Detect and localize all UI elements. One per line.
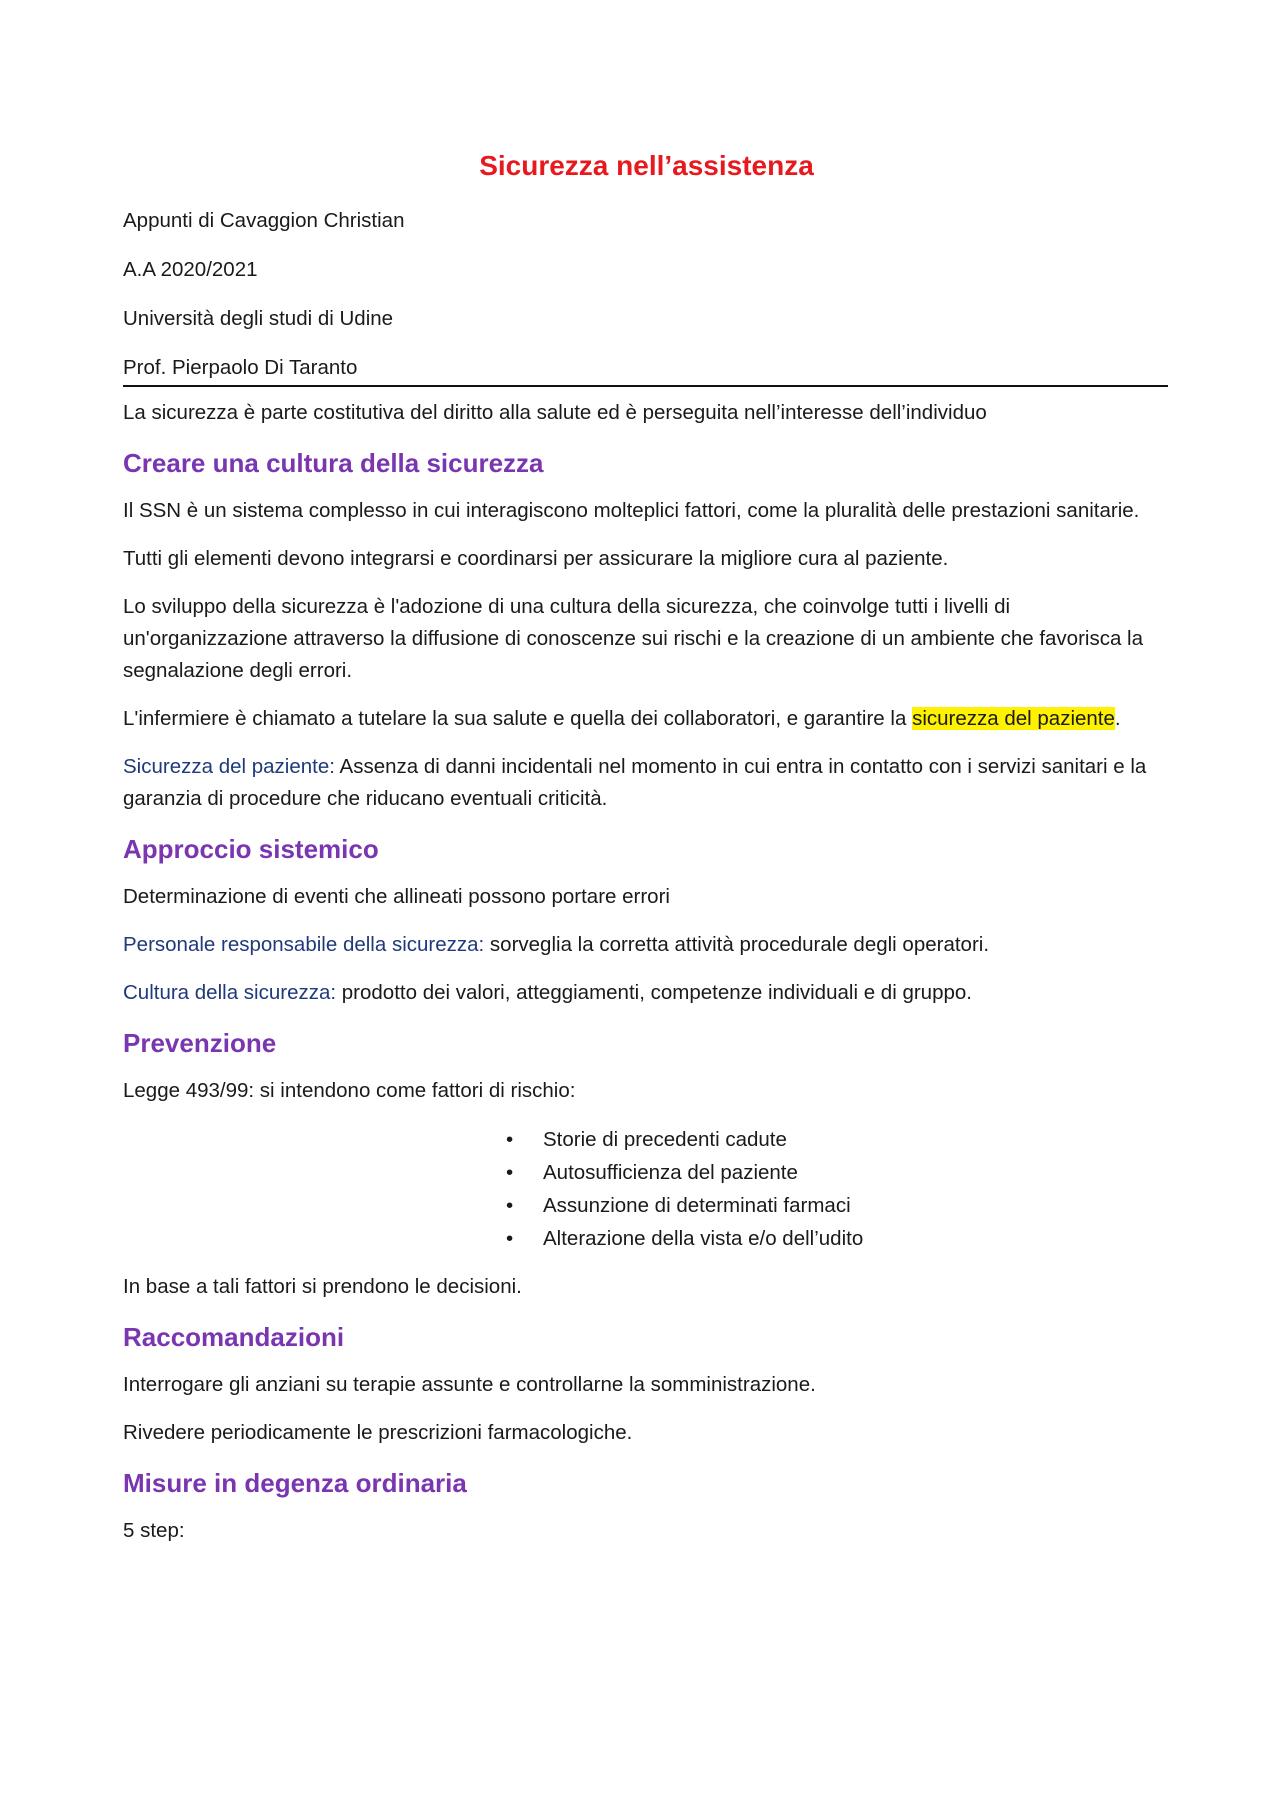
paragraph: Determinazione di eventi che allineati possono portare errori: [123, 885, 670, 908]
paragraph-with-highlight: [123, 703, 1170, 735]
section-heading-prevenzione: Prevenzione: [123, 1028, 277, 1058]
bullet-icon: •: [506, 1128, 514, 1151]
document-title: Sicurezza nell’assistenza: [479, 150, 814, 181]
definition-text: Assenza di danni incidentali nel momento in cui entra in contatto con i servizi sanitari e la garanzia di procedure che riducano eventuali criticità.: [123, 755, 1147, 810]
definition-text: prodotto dei valori, atteggiamenti, competenze individuali e di gruppo.: [336, 981, 972, 1004]
definition-term: Cultura della sicurezza:: [123, 981, 337, 1004]
list-item-text: Autosufficienza del paziente: [543, 1161, 798, 1184]
section-cultura: [123, 445, 1170, 815]
academic-year-line: A.A 2020/2021: [123, 258, 258, 281]
section-raccomandazioni: [123, 1319, 1170, 1449]
paragraph: Il SSN è un sistema complesso in cui interagiscono molteplici fattori, come la pluralità delle prestazioni sanitarie.: [123, 499, 1140, 522]
header-divider: [123, 385, 1168, 387]
paragraph: Lo sviluppo della sicurezza è l'adozione di una cultura della sicurezza, che coinvolge tutti i livelli di un'organizzazione attraverso la diffusione di conoscenze sui rischi e la creazione di un ambiente che favorisca la segnalazione degli errori.: [123, 595, 1144, 682]
definition-term: Personale responsabile della sicurezza:: [123, 933, 485, 956]
definition-text: sorveglia la corretta attività procedurale degli operatori.: [484, 933, 990, 956]
section-misure: [123, 1465, 1170, 1547]
list-item-text: Alterazione della vista e/o dell’udito: [543, 1227, 864, 1250]
list-item-text: Assunzione di determinati farmaci: [543, 1194, 851, 1217]
section-heading-approccio: Approccio sistemico: [123, 834, 379, 864]
author-line: Appunti di Cavaggion Christian: [123, 209, 405, 232]
list-item-text: Storie di precedenti cadute: [543, 1128, 787, 1151]
section-heading-cultura: Creare una cultura della sicurezza: [123, 448, 544, 478]
section-heading-raccomandazioni: Raccomandazioni: [123, 1322, 345, 1352]
definition-paragraph: [123, 929, 1170, 961]
bullet-icon: •: [506, 1161, 514, 1184]
list-item: [506, 1123, 1170, 1156]
definition-term: Sicurezza del paziente:: [123, 755, 335, 778]
paragraph-end: .: [1114, 707, 1121, 730]
risk-factors-list: [123, 1123, 1170, 1255]
intro-paragraph: La sicurezza è parte costitutiva del diritto alla salute ed è perseguita nell’interesse dell’individuo: [123, 401, 987, 424]
paragraph-text: L'infermiere è chiamato a tutelare la sua salute e quella dei collaboratori, e garantire la: [123, 707, 913, 730]
paragraph: Rivedere periodicamente le prescrizioni farmacologiche.: [123, 1421, 633, 1444]
section-heading-misure: Misure in degenza ordinaria: [123, 1468, 467, 1498]
paragraph: Legge 493/99: si intendono come fattori di rischio:: [123, 1079, 576, 1102]
document-meta: [123, 206, 1170, 383]
professor-line: Prof. Pierpaolo Di Taranto: [123, 356, 358, 379]
bullet-icon: •: [506, 1227, 514, 1250]
paragraph: Interrogare gli anziani su terapie assunte e controllarne la somministrazione.: [123, 1373, 816, 1396]
bullet-icon: •: [506, 1194, 514, 1217]
paragraph: Tutti gli elementi devono integrarsi e coordinarsi per assicurare la migliore cura al paziente.: [123, 547, 949, 570]
highlighted-text: sicurezza del paziente: [912, 707, 1115, 730]
list-item: [506, 1222, 1170, 1255]
paragraph: 5 step:: [123, 1519, 185, 1542]
section-approccio: [123, 831, 1170, 1009]
list-item: [506, 1156, 1170, 1189]
university-line: Università degli studi di Udine: [123, 307, 394, 330]
definition-paragraph: [123, 977, 1170, 1009]
definition-paragraph: [123, 751, 1170, 815]
list-item: [506, 1189, 1170, 1222]
paragraph: In base a tali fattori si prendono le decisioni.: [123, 1275, 522, 1298]
section-prevenzione: [123, 1025, 1170, 1303]
